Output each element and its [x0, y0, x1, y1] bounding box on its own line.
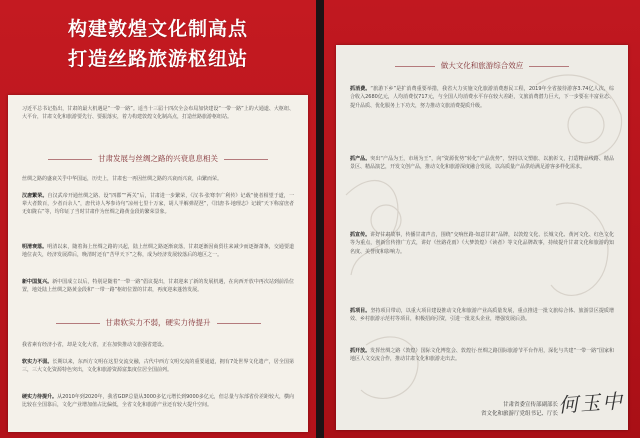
- ming-paragraph: [22, 243, 294, 277]
- right-article: [336, 45, 628, 430]
- hard-power-label: 硬实力待提升。: [22, 394, 58, 400]
- consumption-text: “旅游下乡”是扩消费重要举措，我省大力实施文化旅游消费惠民工程，2019年全省接待游客3.74亿人次，综合收入2680亿元，人均消费仅717元，与全国人均消费水平存在较大差距，文旅消费潜力巨大，下一步要在丰富业态、提升品质、优化服务上下功夫，努力推动文旅消费提质升级。: [350, 86, 614, 109]
- product-text: 突出“产品为王，市场为王”，向“资源优势”转化“产品优势”，坚持以文塑旅、以旅彰文，打造精品线路、精品景区、精品演艺，开发文创产品，推动文化和旅游深度融合发展，以高质量产品供给满足游客多样化需求。: [350, 156, 614, 171]
- ming-label: 明清衰落。: [22, 244, 48, 250]
- headline-line-1: 构建敦煌文化制高点: [67, 18, 248, 40]
- project-paragraph: [350, 307, 614, 341]
- author-title-2: 省文化和旅游厅党组书记、厅长: [480, 411, 558, 417]
- intro-paragraph: 习近平总书记指出，甘肃的最大机遇是“一带一路”。适当十三届十四次全会布局加快建设“一带一路”上的大通道、大枢纽、大平台，甘肃文化和旅游要先行、要振落实，着力构建敦煌文化制高点，打造丝路旅游枢纽站。: [22, 106, 294, 121]
- new-china-text: 新中国成立以后，特别是随着“一带一路”倡议提出，甘肃迎来了新的发展机遇，在向西开放中再次站到前沿位置，地处陆上丝绸之路黄金段和“一带一路”枢纽位置的甘肃，再度迎来蓬勃发展。: [22, 279, 294, 294]
- section-heading-2: [8, 317, 308, 328]
- heading-rule: [56, 323, 100, 324]
- panel-divider: [316, 0, 324, 438]
- product-paragraph: [350, 155, 614, 221]
- heading-rule: [529, 66, 569, 67]
- right-section-heading: [336, 60, 628, 71]
- consumption-paragraph: [350, 85, 614, 145]
- publicity-label: 抓宣传。: [350, 232, 371, 238]
- soft-power-paragraph: [22, 358, 294, 392]
- project-label: 抓项目。: [350, 308, 371, 314]
- hard-power-paragraph: [22, 393, 294, 427]
- han-paragraph: [22, 192, 294, 242]
- left-article: [8, 95, 308, 432]
- section-heading-1: [8, 153, 308, 164]
- project-text: 坚持项目带动，以重大项目建设推动文化和旅游产业高质量发展，重点推进一批文旅综合体、旅游景区提质增效、乡村旅游示范村等项目，积极招商引资，引进一批龙头企业，增强发展后劲。: [350, 308, 614, 323]
- heading-rule: [48, 159, 92, 160]
- section-title-1: 甘肃发展与丝绸之路的兴衰息息相关: [98, 154, 218, 163]
- section-title-2: 甘肃软实力不弱，硬实力待提升: [105, 318, 211, 327]
- publicity-paragraph: [350, 231, 614, 299]
- heading-rule: [217, 323, 261, 324]
- new-china-paragraph: [22, 278, 294, 304]
- han-label: 汉唐繁荣。: [22, 193, 48, 199]
- publicity-text: 讲好甘肃故事，传播甘肃声音，围绕“交响丝路·如意甘肃”品牌，以敦煌文化、长城文化、黄河文化、红色文化等为重点，创新宣传推广方式，讲好《丝路花雨》《大梦敦煌》《读者》等文化品牌故事，持续提升甘肃文化和旅游的知名度、美誉度和影响力。: [350, 232, 614, 255]
- hard-power-text: 从2010年到2020年，我省GDP总量从3000多亿元增长到9000多亿元，但总量与东部省份差距较大，横向比较在全国靠后，文化产业增加值占比偏低，全省文化和旅游产业还有较大提升空间。: [22, 394, 294, 409]
- new-china-label: 新中国复兴。: [22, 279, 53, 285]
- opening-text: 发挥丝绸之路（敦煌）国际文化博览会、敦煌行·丝绸之路国际旅游节平台作用，深化与共建“一带一路”国家和地区人文交流合作，推动甘肃文化和旅游走出去。: [350, 348, 614, 363]
- opening-label: 抓开放。: [350, 348, 371, 354]
- right-title: 做大文化和旅游综合效应: [440, 61, 524, 70]
- opening-paragraph: [350, 347, 614, 381]
- heading-rule: [224, 159, 268, 160]
- author-signature: 何玉中: [557, 388, 625, 418]
- han-text: 自汉武帝开通丝绸之路、设“四郡”“两关”后，甘肃进一步繁荣，《汉书·张骞李广利传》记载“使者相望于道，一辈大者数百，少者百余人”，唐代诗人岑参诗句“凉州七里十万家，胡人半解弹琵琶”，《旧唐书·地理志》记载“天下称富庶者无如陇右”等，均印证了当时甘肃作为丝绸之路黄金段的繁荣景象。: [22, 193, 294, 216]
- ming-text: 明清以来，随着海上丝绸之路的兴起，陆上丝绸之路逐渐衰落，甘肃逐渐因商贸往来减少而逐渐萧条，交通要道地位丧失，经济发展滞后，晚清时还有“苦甲天下”之称，成为经济发展较落后的地区之一。: [22, 244, 294, 259]
- soft-power-text: 长期以来，东西方文明在这里交流交融，古代中西方文明交流的重要通道，拥有7处世界文化遗产，居全国第三，三大文化资源特色突出，文化和旅游资源富集度位居全国前列。: [22, 359, 294, 374]
- consumption-label: 抓消费。: [350, 86, 371, 92]
- section-2-intro: 我省素有经济小省，却是文化大省，正在加快推动文旅强省建设。: [22, 342, 168, 348]
- section-1-intro: 丝绸之路的盛衰关乎中华国运，历史上，甘肃也一再因丝绸之路的兴衰而兴衰，由繁而荣。: [22, 176, 223, 182]
- right-poster: [324, 0, 640, 438]
- soft-power-label: 软实力不弱。: [22, 359, 53, 365]
- heading-rule: [395, 66, 435, 67]
- left-poster: [0, 0, 316, 438]
- headline-line-2: 打造丝路旅游枢纽站: [67, 48, 248, 70]
- product-label: 抓产品。: [350, 156, 371, 162]
- author-title-1: 甘肃省委宣传部副部长: [502, 402, 558, 408]
